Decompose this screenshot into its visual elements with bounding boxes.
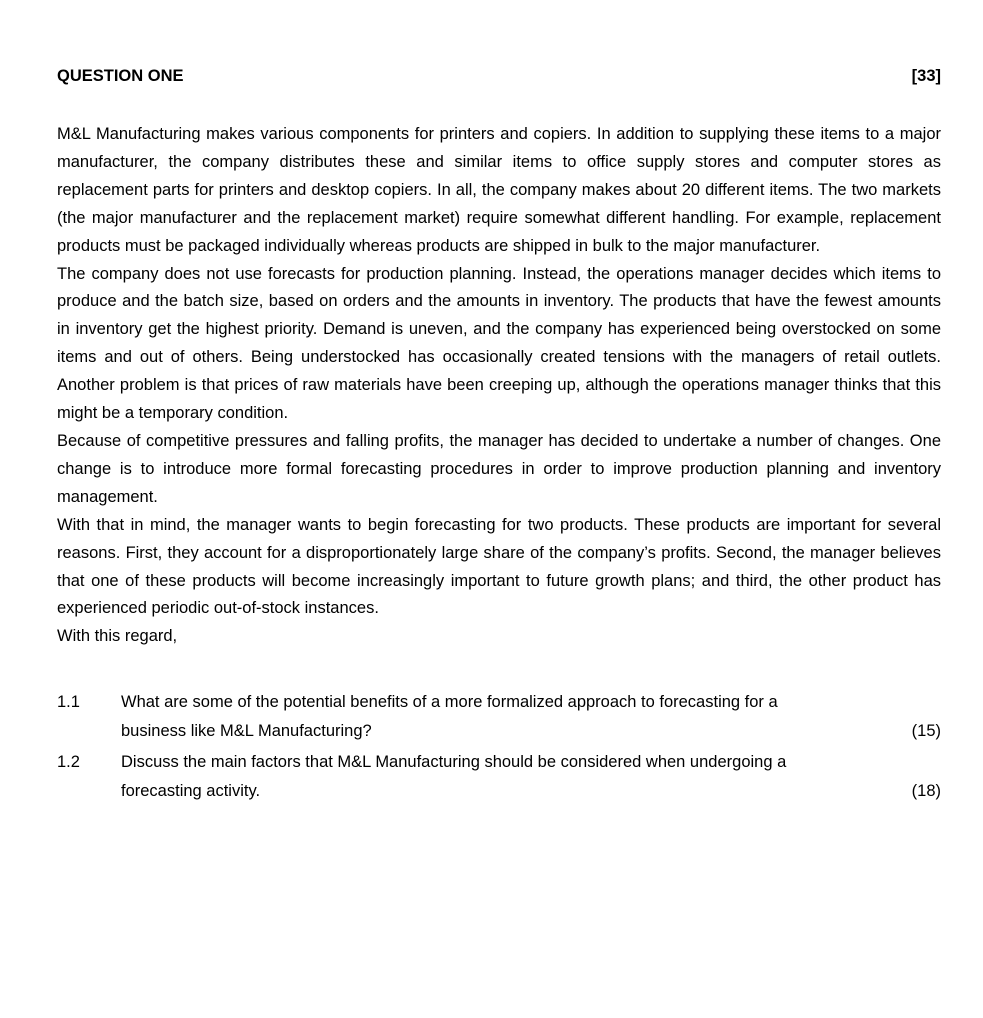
- question-list: [57, 688, 941, 805]
- question-marks: (15): [911, 721, 941, 740]
- question-last-line: [121, 717, 941, 746]
- paragraph: M&L Manufacturing makes various components for printers and copiers. In addition to supplying these items to a major manufacturer, the company distributes these and similar items to office supply stores and computer stores as replacement parts for printers and desktop copiers. In all, the company makes about 20 different items. The two markets (the major manufacturer and the replacement market) require somewhat different handling. For example, replacement products must be packaged individually whereas products are shipped in bulk to the major manufacturer.: [57, 125, 941, 255]
- question-item: [57, 748, 941, 805]
- question-item: [57, 688, 941, 745]
- paragraph: The company does not use forecasts for production planning. Instead, the operations manager decides which items to produce and the batch size, based on orders and the amounts in inventory. The products that have the fewest amounts in inventory get the highest priority. Demand is uneven, and the company has experienced being overstocked on some items and out of others. Being understocked has occasionally created tensions with the managers of retail outlets. Another problem is that prices of raw materials have been creeping up, although the operations manager thinks that this might be a temporary condition.: [57, 264, 941, 423]
- case-study-text: [57, 121, 941, 651]
- question-body: [121, 688, 941, 745]
- question-number: 1.2: [57, 753, 80, 772]
- question-body: [121, 748, 941, 805]
- paragraph: Because of competitive pressures and falling profits, the manager has decided to undertake a number of changes. One change is to introduce more formal forecasting procedures in order to improve production planning and inventory management.: [57, 431, 941, 506]
- paragraph: With that in mind, the manager wants to begin forecasting for two products. These products are important for several reasons. First, they account for a disproportionately large share of the company’s profits. Second, the manager believes that one of these products will become increasingly important to future growth plans; and third, the other product has experienced periodic out-of-stock instances.: [57, 515, 941, 618]
- question-text-end: business like M&L Manufacturing?: [121, 721, 372, 740]
- question-total-marks: [33]: [911, 67, 941, 85]
- closing-line: With this regard,: [57, 627, 178, 646]
- document-page: [57, 64, 941, 808]
- question-number: 1.1: [57, 693, 80, 712]
- question-heading: [57, 64, 941, 88]
- question-last-line: [121, 777, 941, 806]
- question-text: What are some of the potential benefits of a more formalized approach to forecasting for a: [121, 693, 778, 712]
- question-marks: (18): [911, 781, 941, 800]
- question-text-end: forecasting activity.: [121, 781, 261, 800]
- question-title: QUESTION ONE: [57, 67, 184, 85]
- question-text: Discuss the main factors that M&L Manufacturing should be considered when undergoing a: [121, 753, 787, 772]
